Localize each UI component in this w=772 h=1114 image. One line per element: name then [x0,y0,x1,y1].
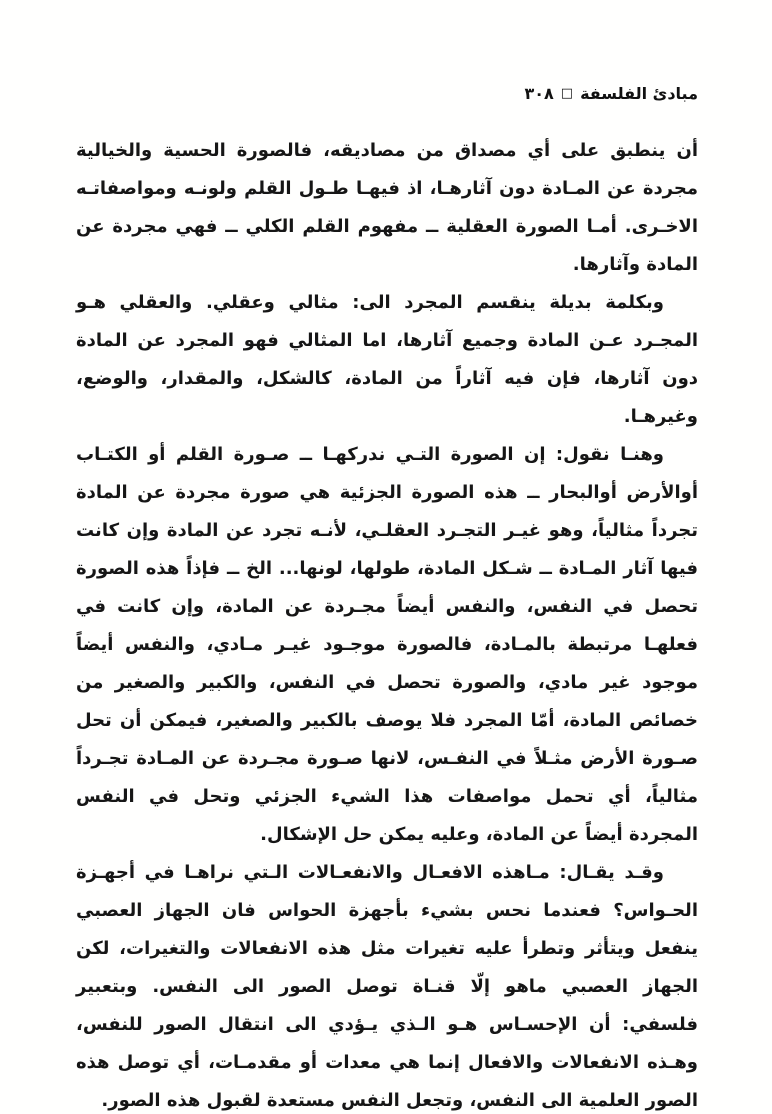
paragraph-3: وهنـا نقول: إن الصورة التـي ندركهـا ــ صـورة القلم أو الكتـاب أوالأرض أوالبحار ــ هذه الصورة الجزئية هي صورة مجردة عن المادة تجرداً مثالياً، وهو غيـر التجـرد العقلـي، لأنـه تجرد عن المادة وإن كانت فيها آثار المـادة ــ شـكل المادة، طولها، لونها... الخ ــ فإذاً هذه الصورة تحصل في النفس، والنفس أيضاً مجـردة عن المادة، وإن كانت في فعلهـا مرتبطة بالمـادة، فالصورة موجـود غيـر مـادي، والنفس أيضاً موجود غير مادي، والصورة تحصل في النفس، والكبير والصغير من خصائص المادة، أمّا المجرد فلا يوصف بالكبير والصغير، فيمكن أن تحل صـورة الأرض مثـلاً في النفـس، لانها صـورة مجـردة عن المـادة تجـرداً مثالياً، أي تحمل مواصفات هذا الشيء الجزئي وتحل في النفس المجردة أيضاً عن المادة، وعليه يمكن حل الإشكال. [76,444,698,845]
page-header [76,84,698,104]
page-number: ٣٠٨ [524,84,554,103]
paragraph-2: وبكلمة بديلة ينقسم المجرد الى: مثالي وعقلي. والعقلي هـو المجـرد عـن المادة وجميع آثارها، اما المثالي فهو المجرد عن المادة دون آثارها، فإن فيه آثاراً من المادة، كالشكل، والمقدار، والوضع، وغيرهـا. [76,292,698,427]
paragraph-4: وقـد يقـال: مـاهذه الافعـال والانفعـالات الـتي نراهـا في أجهـزة الحـواس؟ فعندما نحس بشيء بأجهزة الحواس فان الجهاز العصبي ينفعل ويتأثر وتطرأ عليه تغيرات مثل هذه الانفعالات والتغيرات، لكن الجهاز العصبي ماهو إلّا قنـاة توصل الصور الى النفس. وبتعبير فلسفي: أن الإحسـاس هـو الـذي يـؤدي الى انتقال الصور للنفس، وهـذه الانفعالات والافعال إنما هي معدات أو مقدمـات، أي توصل هذه الصور العلمية الى النفس، وتجعل النفس مستعدة لقبول هذه الصور. [76,862,698,1111]
page-content [76,84,698,1114]
book-title: مبادئ الفلسفة [580,84,698,103]
square-separator-icon: □ [560,85,574,101]
paragraph-1: أن ينطبق على أي مصداق من مصاديقه، فالصورة الحسية والخيالية مجردة عن المـادة دون آثارهـا، اذ فيهـا طـول القلم ولونـه ومواصفاتـه الاخـرى. أمـا الصورة العقلية ــ مفهوم القلم الكلي ــ فهي مجردة عن المادة وآثارها. [76,140,698,275]
body-text [76,132,698,1114]
